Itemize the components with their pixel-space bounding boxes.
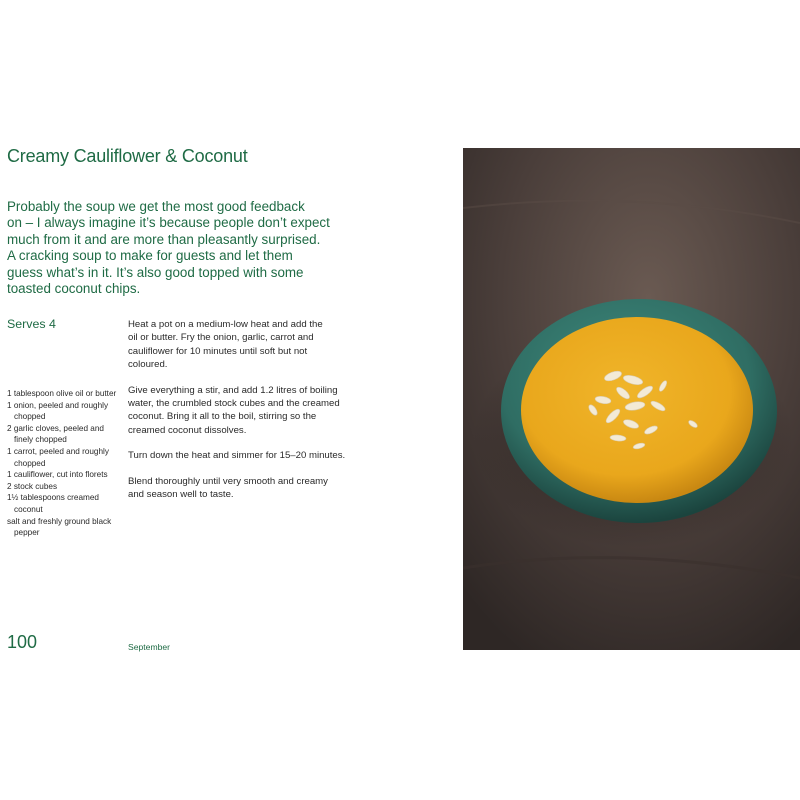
method-line: coloured.	[128, 359, 168, 371]
method-line: Blend thoroughly until very smooth and creamy	[128, 475, 328, 487]
ingredient-item: 1 carrot, peeled and roughly chopped	[7, 446, 109, 468]
method-step	[128, 449, 363, 462]
ingredient-item: salt and freshly ground black pepper	[7, 516, 112, 538]
section-month: September	[128, 642, 171, 652]
intro-line: guess what’s in it. It’s also good topped with some	[7, 264, 304, 280]
intro-line: Probably the soup we get the most good feedback	[7, 199, 305, 214]
method-line: Give everything a stir, and add 1.2 litres of boiling	[128, 384, 338, 396]
recipe-title: Creamy Cauliflower & Coconut	[7, 146, 248, 166]
method-step	[128, 475, 363, 502]
method-line: coconut. Bring it all to the boil, stirring so the	[128, 411, 317, 423]
ingredient-item: 1 cauliflower, cut into florets	[7, 470, 108, 480]
method-line: and season well to taste.	[128, 489, 234, 501]
method-line: Turn down the heat and simmer for 15–20 minutes.	[128, 450, 346, 462]
method-step	[128, 384, 363, 438]
intro-line: on – I always imagine it’s because people don’t expect	[7, 215, 330, 231]
intro-line: toasted coconut chips.	[7, 281, 141, 297]
method-step	[128, 318, 363, 372]
method-line: cauliflower for 10 minutes until soft but not	[128, 345, 308, 357]
ingredient-item: 2 stock cubes	[7, 481, 58, 491]
intro-line: A cracking soup to make for guests and let them	[7, 248, 293, 264]
ingredient-item: 1 onion, peeled and roughly chopped	[7, 400, 109, 422]
method-line: Heat a pot on a medium-low heat and add the	[128, 319, 323, 330]
ingredient-item: 2 garlic cloves, peeled and finely chopped	[7, 423, 104, 445]
soup-photo	[463, 148, 800, 650]
method-steps	[128, 318, 363, 513]
soup-bowl-illustration	[463, 148, 800, 650]
ingredient-item: 1½ tablespoons creamed coconut	[7, 493, 99, 514]
page-number: 100	[7, 632, 38, 652]
soup-surface	[521, 317, 753, 503]
method-line: creamed coconut dissolves.	[128, 424, 247, 436]
intro-line: much from it and are more than pleasantly surprised.	[7, 231, 321, 247]
method-line: water, the crumbled stock cubes and the creamed	[128, 398, 340, 410]
ingredients-list	[7, 388, 119, 539]
recipe-intro	[7, 199, 337, 297]
serves-label: Serves 4	[7, 317, 56, 331]
method-line: oil or butter. Fry the onion, garlic, carrot and	[128, 332, 314, 344]
ingredient-item: 1 tablespoon olive oil or butter	[7, 389, 117, 398]
